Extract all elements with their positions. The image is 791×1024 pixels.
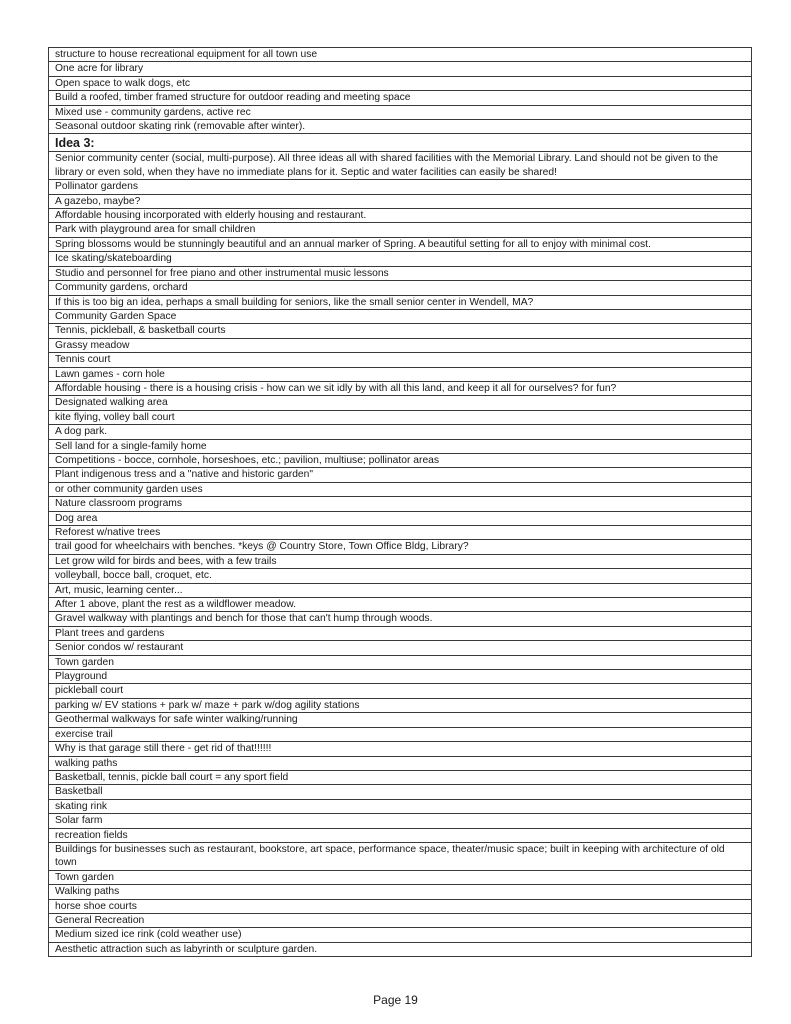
table-cell: parking w/ EV stations + park w/ maze + park w/dog agility stations bbox=[49, 698, 752, 712]
table-row bbox=[49, 870, 752, 884]
table-row bbox=[49, 569, 752, 583]
section-heading: Idea 3: bbox=[49, 134, 752, 152]
table-row bbox=[49, 223, 752, 237]
table-row bbox=[49, 511, 752, 525]
table-cell: Let grow wild for birds and bees, with a few trails bbox=[49, 554, 752, 568]
table-cell: Designated walking area bbox=[49, 396, 752, 410]
table-cell: Walking paths bbox=[49, 885, 752, 899]
table-cell: Reforest w/native trees bbox=[49, 526, 752, 540]
table-row bbox=[49, 742, 752, 756]
table-cell: Open space to walk dogs, etc bbox=[49, 76, 752, 90]
table-row bbox=[49, 526, 752, 540]
table-row bbox=[49, 439, 752, 453]
table-row bbox=[49, 482, 752, 496]
table-cell: Tennis court bbox=[49, 353, 752, 367]
table-row bbox=[49, 410, 752, 424]
table-row bbox=[49, 928, 752, 942]
table-cell: Gravel walkway with plantings and bench for those that can't hump through woods. bbox=[49, 612, 752, 626]
table-cell: General Recreation bbox=[49, 913, 752, 927]
table-cell: A gazebo, maybe? bbox=[49, 194, 752, 208]
table-cell: Nature classroom programs bbox=[49, 497, 752, 511]
section-heading-row bbox=[49, 134, 752, 152]
table-cell: If this is too big an idea, perhaps a small building for seniors, like the small senior center in Wendell, MA? bbox=[49, 295, 752, 309]
table-row bbox=[49, 540, 752, 554]
table-row bbox=[49, 353, 752, 367]
table-row bbox=[49, 583, 752, 597]
table-row bbox=[49, 324, 752, 338]
table-cell: Community gardens, orchard bbox=[49, 281, 752, 295]
table-cell: Senior community center (social, multi-purpose). All three ideas all with shared facilities with the Memorial Library. Land should not be given to the library or even sold, when they have no immediate plans for it. Septic and water facilities can easily be shared! bbox=[49, 152, 752, 180]
table-row bbox=[49, 367, 752, 381]
table-row bbox=[49, 338, 752, 352]
table-cell: Art, music, learning center... bbox=[49, 583, 752, 597]
table-cell: Sell land for a single-family home bbox=[49, 439, 752, 453]
table-row bbox=[49, 381, 752, 395]
table-row bbox=[49, 194, 752, 208]
table-row bbox=[49, 670, 752, 684]
table-row bbox=[49, 554, 752, 568]
table-cell: Seasonal outdoor skating rink (removable after winter). bbox=[49, 120, 752, 134]
table-cell: Town garden bbox=[49, 870, 752, 884]
table-row bbox=[49, 641, 752, 655]
table-cell: A dog park. bbox=[49, 425, 752, 439]
table-cell: Why is that garage still there - get rid of that!!!!!! bbox=[49, 742, 752, 756]
table-cell: structure to house recreational equipment for all town use bbox=[49, 48, 752, 62]
table-cell: Senior condos w/ restaurant bbox=[49, 641, 752, 655]
table-cell: Basketball bbox=[49, 785, 752, 799]
table-cell: Build a roofed, timber framed structure for outdoor reading and meeting space bbox=[49, 91, 752, 105]
table-cell: Basketball, tennis, pickle ball court = any sport field bbox=[49, 770, 752, 784]
table-row bbox=[49, 209, 752, 223]
table-cell: walking paths bbox=[49, 756, 752, 770]
table-cell: Studio and personnel for free piano and other instrumental music lessons bbox=[49, 266, 752, 280]
table-row bbox=[49, 828, 752, 842]
table-row bbox=[49, 799, 752, 813]
table-cell: Medium sized ice rink (cold weather use) bbox=[49, 928, 752, 942]
table-row bbox=[49, 626, 752, 640]
table-cell: Town garden bbox=[49, 655, 752, 669]
table-cell: After 1 above, plant the rest as a wildflower meadow. bbox=[49, 598, 752, 612]
table-cell: recreation fields bbox=[49, 828, 752, 842]
table-row bbox=[49, 252, 752, 266]
table-row bbox=[49, 468, 752, 482]
table-row bbox=[49, 684, 752, 698]
table-cell: Aesthetic attraction such as labyrinth or sculpture garden. bbox=[49, 942, 752, 956]
table-cell: Affordable housing incorporated with elderly housing and restaurant. bbox=[49, 209, 752, 223]
table-cell: Plant trees and gardens bbox=[49, 626, 752, 640]
table-cell: Lawn games - corn hole bbox=[49, 367, 752, 381]
table-cell: Competitions - bocce, cornhole, horseshoes, etc.; pavilion, multiuse; pollinator areas bbox=[49, 453, 752, 467]
table-row bbox=[49, 453, 752, 467]
table-row bbox=[49, 885, 752, 899]
table-cell: pickleball court bbox=[49, 684, 752, 698]
table-cell: One acre for library bbox=[49, 62, 752, 76]
table-cell: skating rink bbox=[49, 799, 752, 813]
table-row bbox=[49, 698, 752, 712]
table-row bbox=[49, 309, 752, 323]
table-cell: Playground bbox=[49, 670, 752, 684]
table-row bbox=[49, 770, 752, 784]
table-row bbox=[49, 497, 752, 511]
table-row bbox=[49, 396, 752, 410]
table-row bbox=[49, 48, 752, 62]
table-row bbox=[49, 295, 752, 309]
table-cell: trail good for wheelchairs with benches. *keys @ Country Store, Town Office Bldg, Library? bbox=[49, 540, 752, 554]
table-cell: Spring blossoms would be stunningly beautiful and an annual marker of Spring. A beautiful setting for all to enjoy with minimal cost. bbox=[49, 237, 752, 251]
table-cell: horse shoe courts bbox=[49, 899, 752, 913]
ideas-table-body bbox=[49, 48, 752, 957]
table-row bbox=[49, 152, 752, 180]
table-cell: exercise trail bbox=[49, 727, 752, 741]
table-row bbox=[49, 785, 752, 799]
table-row bbox=[49, 756, 752, 770]
table-cell: Solar farm bbox=[49, 814, 752, 828]
table-row bbox=[49, 237, 752, 251]
table-row bbox=[49, 76, 752, 90]
ideas-table bbox=[48, 47, 752, 957]
table-cell: Affordable housing - there is a housing crisis - how can we sit idly by with all this land, and keep it all for ourselves? for fun? bbox=[49, 381, 752, 395]
table-cell: Ice skating/skateboarding bbox=[49, 252, 752, 266]
table-row bbox=[49, 266, 752, 280]
table-row bbox=[49, 727, 752, 741]
table-row bbox=[49, 842, 752, 870]
page-number: Page 19 bbox=[373, 993, 418, 1007]
table-row bbox=[49, 425, 752, 439]
table-row bbox=[49, 942, 752, 956]
table-row bbox=[49, 899, 752, 913]
table-cell: Mixed use - community gardens, active rec bbox=[49, 105, 752, 119]
table-row bbox=[49, 105, 752, 119]
table-row bbox=[49, 655, 752, 669]
table-cell: kite flying, volley ball court bbox=[49, 410, 752, 424]
table-cell: Geothermal walkways for safe winter walking/running bbox=[49, 713, 752, 727]
table-row bbox=[49, 598, 752, 612]
table-cell: Plant indigenous tress and a "native and historic garden" bbox=[49, 468, 752, 482]
table-row bbox=[49, 180, 752, 194]
table-cell: Community Garden Space bbox=[49, 309, 752, 323]
table-cell: or other community garden uses bbox=[49, 482, 752, 496]
table-row bbox=[49, 91, 752, 105]
table-row bbox=[49, 612, 752, 626]
table-row bbox=[49, 120, 752, 134]
table-cell: Buildings for businesses such as restaurant, bookstore, art space, performance space, theater/music space; built in keeping with architecture of old town bbox=[49, 842, 752, 870]
table-cell: Pollinator gardens bbox=[49, 180, 752, 194]
table-row bbox=[49, 913, 752, 927]
table-cell: volleyball, bocce ball, croquet, etc. bbox=[49, 569, 752, 583]
table-cell: Tennis, pickleball, & basketball courts bbox=[49, 324, 752, 338]
table-cell: Grassy meadow bbox=[49, 338, 752, 352]
table-row bbox=[49, 62, 752, 76]
table-row bbox=[49, 281, 752, 295]
table-cell: Dog area bbox=[49, 511, 752, 525]
table-cell: Park with playground area for small children bbox=[49, 223, 752, 237]
table-row bbox=[49, 814, 752, 828]
table-row bbox=[49, 713, 752, 727]
